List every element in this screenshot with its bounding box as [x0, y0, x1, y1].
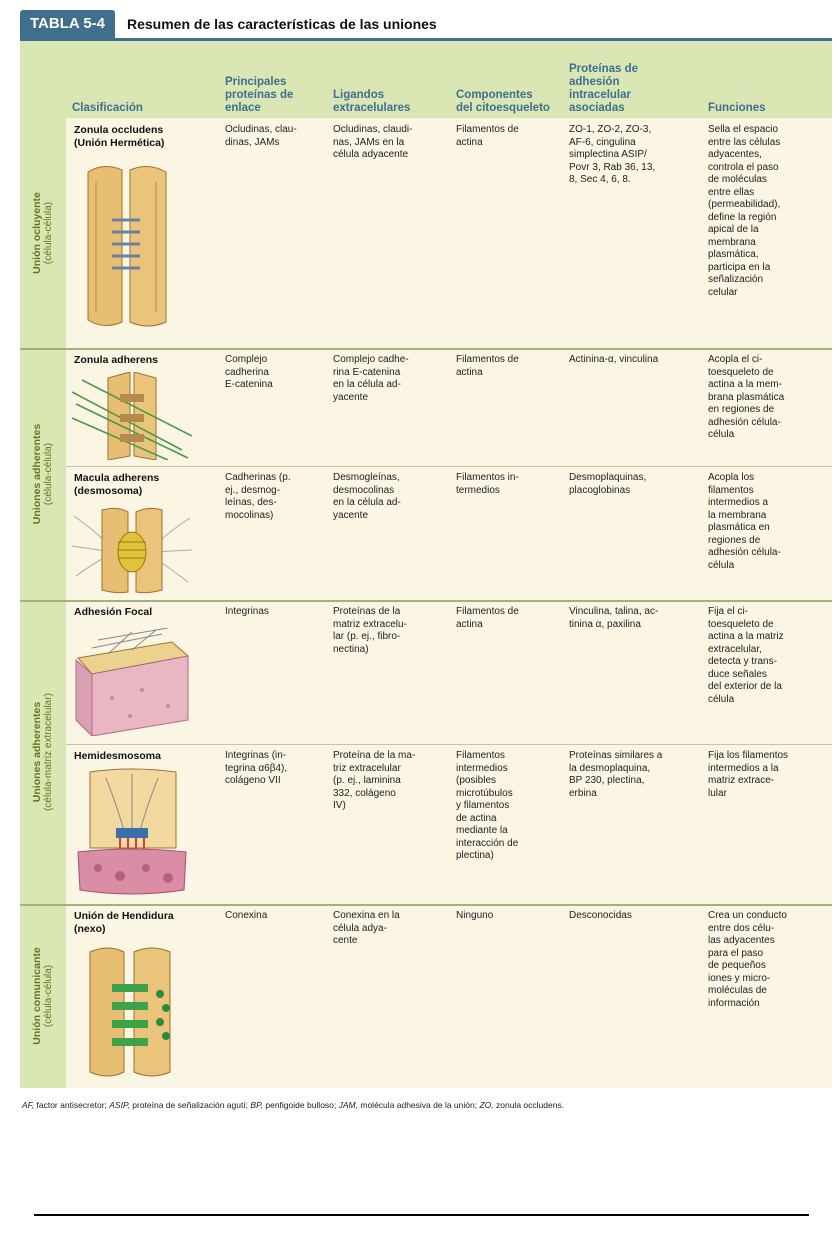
adhesion-proteins: Desconocidas: [569, 910, 632, 921]
zonula-occludens-illustration: [82, 162, 182, 332]
table-tag: TABLA 5-4: [20, 10, 115, 38]
cytoskeleton: Filamentos in- termedios: [456, 472, 519, 496]
group-divider: [20, 348, 832, 350]
ligands: Complejo cadhe- rina E-catenina en la célula ad- yacente: [333, 354, 409, 403]
group-label-occluding: [20, 118, 66, 348]
row-divider: [66, 466, 832, 467]
group-divider: [20, 904, 832, 906]
footnote-term: ZO,: [479, 1100, 494, 1110]
junction-name: Zonula occludens (Unión Hermética): [74, 124, 165, 149]
footnote-desc: factor antisecretor;: [34, 1100, 110, 1110]
link-proteins: Complejo cadherina E-catenina: [225, 354, 273, 390]
footnote-term: AF,: [22, 1100, 35, 1110]
footnote-desc: proteína de señalización agutí;: [129, 1100, 251, 1110]
footnote-term: ASIP,: [109, 1100, 130, 1110]
group-name: Unión ocluyente: [31, 192, 43, 274]
table-footnote: [22, 1100, 822, 1110]
table-title: Resumen de las características de las uniones: [127, 16, 437, 32]
footnote-term: JAM,: [338, 1100, 359, 1110]
link-proteins: Integrinas (in- tegrina α6β4), colágeno VII: [225, 750, 288, 786]
ligands: Ocludinas, claudi- nas, JAMs en la célula adyacente: [333, 124, 413, 160]
cytoskeleton: Filamentos de actina: [456, 606, 519, 630]
col-header-link-proteins: Principales proteínas de enlace: [225, 76, 294, 114]
group-name: Uniones adherentes: [31, 701, 43, 803]
col-header-ligands: Ligandos extracelulares: [333, 89, 411, 114]
ligands: Proteína de la ma- triz extracelular (p. ej., laminina 332, colágeno IV): [333, 750, 416, 811]
link-proteins: Cadherinas (p. ej., desmog- leínas, des- mocolinas): [225, 472, 291, 521]
ligands: Desmogleínas, desmocolinas en la célula ad- yacente: [333, 472, 401, 521]
group-label-adherens-cell: [20, 348, 66, 600]
group-label-communicating: [20, 904, 66, 1088]
junction-name: Adhesión Focal: [74, 606, 153, 618]
group-name: Unión comunicante: [31, 947, 43, 1045]
group-label-adherens-matrix: [20, 600, 66, 904]
group-sub: (célula-célula): [43, 201, 54, 265]
adhesion-proteins: ZO-1, ZO-2, ZO-3, AF-6, cingulina simplectina ASIP/ Povr 3, Rab 36, 13, 8, Sec 4, 6, 8.: [569, 124, 656, 185]
page-bottom-rule: [34, 1214, 809, 1216]
junctions-table: [20, 38, 832, 1088]
link-proteins: Ocludinas, clau- dinas, JAMs: [225, 124, 297, 148]
col-header-classification: Clasificación: [72, 102, 143, 114]
functions: Acopla el ci- toesqueleto de actina a la mem- brana plasmática en regiones de adhesión célula- célula: [708, 354, 785, 440]
footnote-desc: zonula occludens.: [493, 1100, 565, 1110]
functions: Acopla los filamentos intermedios a la membrana plasmática en regiones de adhesión célula- célula: [708, 472, 781, 571]
footnote-term: BP,: [250, 1100, 264, 1110]
cytoskeleton: Filamentos de actina: [456, 124, 519, 148]
ligands: Conexina en la célula adya- cente: [333, 910, 400, 946]
zonula-adherens-illustration: [72, 372, 192, 460]
adhesion-proteins: Actinina-α, vinculina: [569, 354, 659, 365]
group-divider: [20, 600, 832, 602]
junction-name: Macula adherens (desmosoma): [74, 472, 160, 497]
functions: Crea un conducto entre dos célu- las adyacentes para el paso de pequeños iones y micro- moléculas de información: [708, 910, 787, 1009]
col-header-cytoskeleton: Componentes del citoesqueleto: [456, 89, 550, 114]
focal-adhesion-illustration: [72, 628, 192, 736]
adhesion-proteins: Desmoplaquinas, placoglobinas: [569, 472, 647, 496]
col-header-functions: Funciones: [708, 102, 766, 114]
ligands: Proteínas de la matriz extracelu- lar (p. ej., fibro- nectina): [333, 606, 407, 655]
adhesion-proteins: Vinculina, talina, ac- tinina α, paxilina: [569, 606, 659, 630]
junction-name: Hemidesmosoma: [74, 750, 161, 762]
table-title-bar: [20, 10, 832, 38]
desmosome-illustration: [72, 506, 192, 594]
link-proteins: Conexina: [225, 910, 268, 921]
hemidesmosome-illustration: [72, 768, 192, 898]
group-sub: (célula-matriz extracelular): [43, 693, 54, 811]
junction-name: Unión de Hendidura (nexo): [74, 910, 174, 935]
gap-junction-illustration: [82, 944, 182, 1080]
functions: Fija los filamentos intermedios a la matriz extrace- lular: [708, 750, 789, 799]
group-sub: (célula-célula): [43, 964, 54, 1028]
footnote-desc: penfigoide bulloso;: [263, 1100, 339, 1110]
row-divider: [66, 744, 832, 745]
functions: Sella el espacio entre las células adyacentes, controla el paso de moléculas entre ellas (permeabilidad), define la región apical de la membrana plasmática, participa en la señalización celular: [708, 124, 781, 298]
link-proteins: Integrinas: [225, 606, 269, 617]
functions: Fija el ci- toesqueleto de actina a la matriz extracelular, detecta y trans- duce señales del exterior de la célula: [708, 606, 784, 705]
group-name: Uniones adherentes: [31, 423, 43, 525]
group-sub: (célula-célula): [43, 442, 54, 506]
cytoskeleton: Ninguno: [456, 910, 494, 921]
cytoskeleton: Filamentos intermedios (posibles microtúbulos y filamentos de actina mediante la interacción de plectina): [456, 750, 519, 861]
col-header-adhesion-proteins: Proteínas de adhesión intracelular asociadas: [569, 63, 639, 114]
adhesion-proteins: Proteínas similares a la desmoplaquina, BP 230, plectina, erbina: [569, 750, 663, 799]
footnote-desc: molécula adhesiva de la unión;: [358, 1100, 480, 1110]
junction-name: Zonula adherens: [74, 354, 159, 366]
table-header: [20, 38, 832, 121]
cytoskeleton: Filamentos de actina: [456, 354, 519, 378]
